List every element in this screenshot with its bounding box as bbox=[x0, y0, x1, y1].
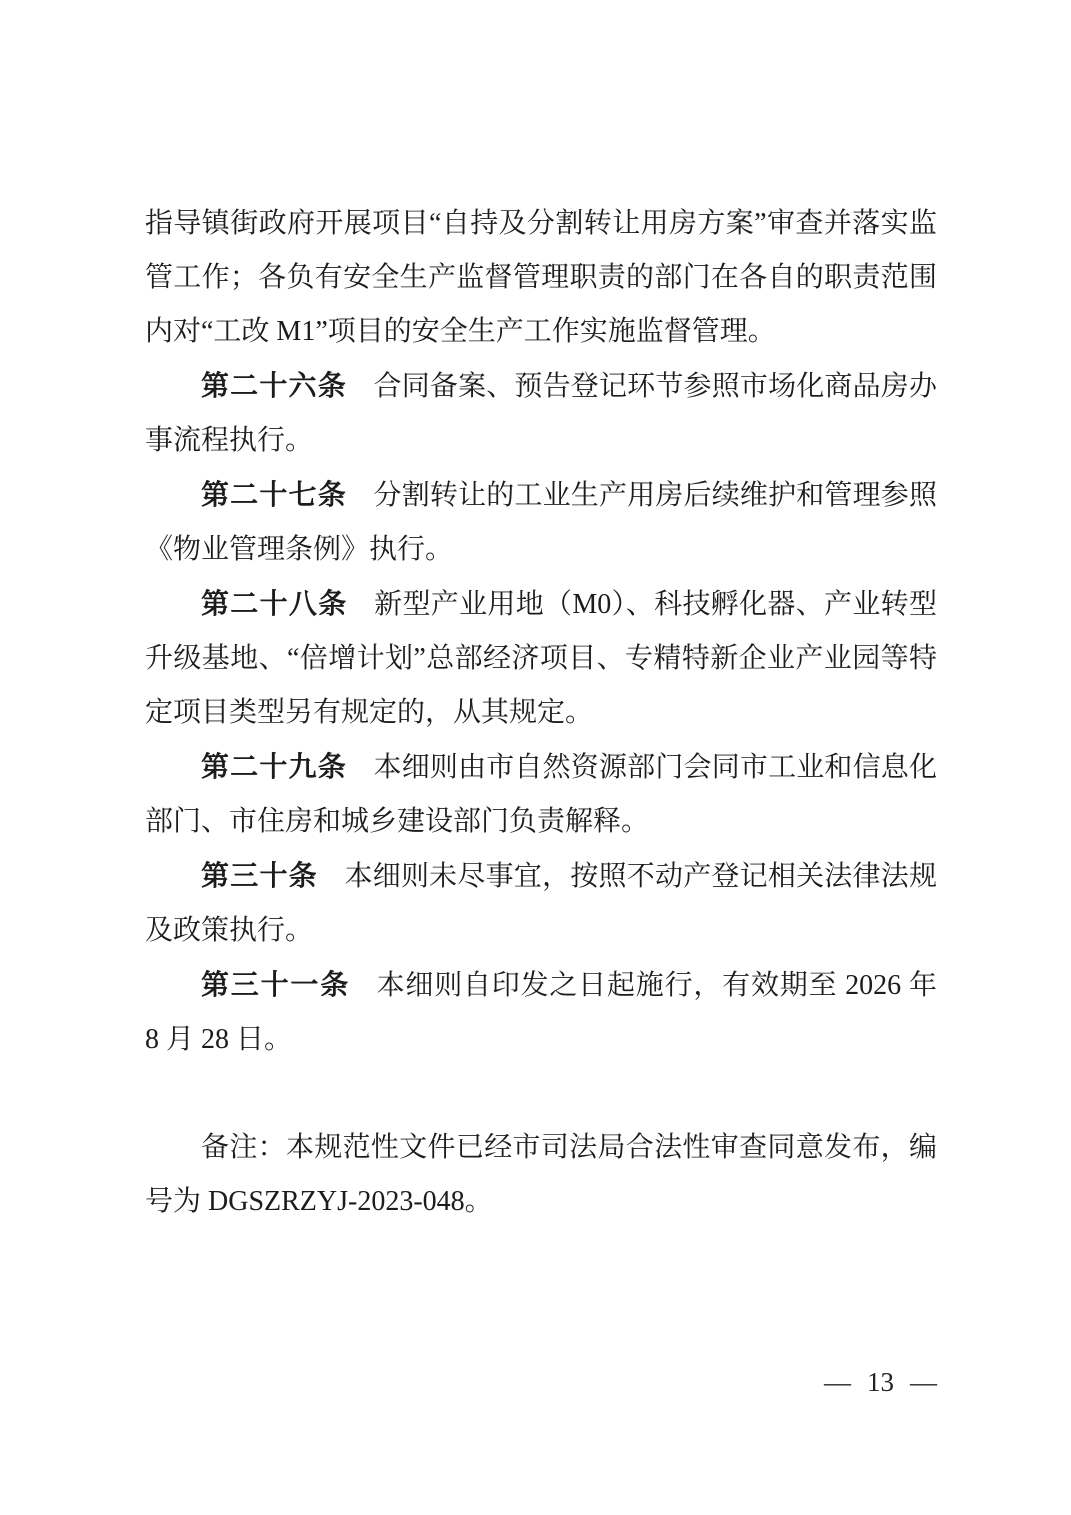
document-body bbox=[145, 197, 937, 1229]
article-28-number: 第二十八条 bbox=[201, 588, 348, 619]
remark-text: 备注：本规范性文件已经市司法局合法性审查同意发布，编号为 DGSZRZYJ-2023-048。 bbox=[145, 1132, 937, 1217]
article-28-text: 新型产业用地（M0）、科技孵化器、产业转型升级基地、“倍增计划”总部经济项目、专精特新企业产业园等特定项目类型另有规定的，从其规定。 bbox=[145, 589, 937, 728]
article-27-number: 第二十七条 bbox=[201, 479, 347, 510]
article-29-number: 第二十九条 bbox=[201, 751, 347, 782]
article-26-paragraph bbox=[145, 359, 937, 468]
article-26-number: 第二十六条 bbox=[201, 370, 347, 401]
article-30-number: 第三十条 bbox=[201, 860, 318, 891]
article-26-text: 合同备案、预告登记环节参照市场化商品房办事流程执行。 bbox=[145, 371, 937, 456]
page-number-dash-right: — bbox=[910, 1366, 937, 1397]
article-27-paragraph bbox=[145, 468, 937, 577]
article-31-paragraph bbox=[145, 958, 937, 1067]
article-31-text: 本细则自印发之日起施行，有效期至 2026 年 8 月 28 日。 bbox=[145, 970, 937, 1055]
remark-paragraph bbox=[145, 1121, 937, 1229]
article-30-paragraph bbox=[145, 849, 937, 958]
article-31-number: 第三十一条 bbox=[201, 969, 350, 1000]
article-27-text: 分割转让的工业生产用房后续维护和管理参照《物业管理条例》执行。 bbox=[145, 480, 937, 565]
article-30-text: 本细则未尽事宜，按照不动产登记相关法律法规及政策执行。 bbox=[145, 861, 937, 946]
page-number-value: 13 bbox=[867, 1366, 894, 1397]
page-number-dash-left: — bbox=[824, 1366, 851, 1397]
article-28-paragraph bbox=[145, 577, 937, 740]
paragraph-continuation bbox=[145, 197, 937, 359]
page-number bbox=[824, 1355, 937, 1409]
article-29-text: 本细则由市自然资源部门会同市工业和信息化部门、市住房和城乡建设部门负责解释。 bbox=[145, 752, 937, 837]
article-29-paragraph bbox=[145, 740, 937, 849]
paragraph-text: 指导镇街政府开展项目“自持及分割转让用房方案”审查并落实监管工作；各负有安全生产监督管理职责的部门在各自的职责范围内对“工改 M1”项目的安全生产工作实施监督管理。 bbox=[145, 208, 937, 347]
